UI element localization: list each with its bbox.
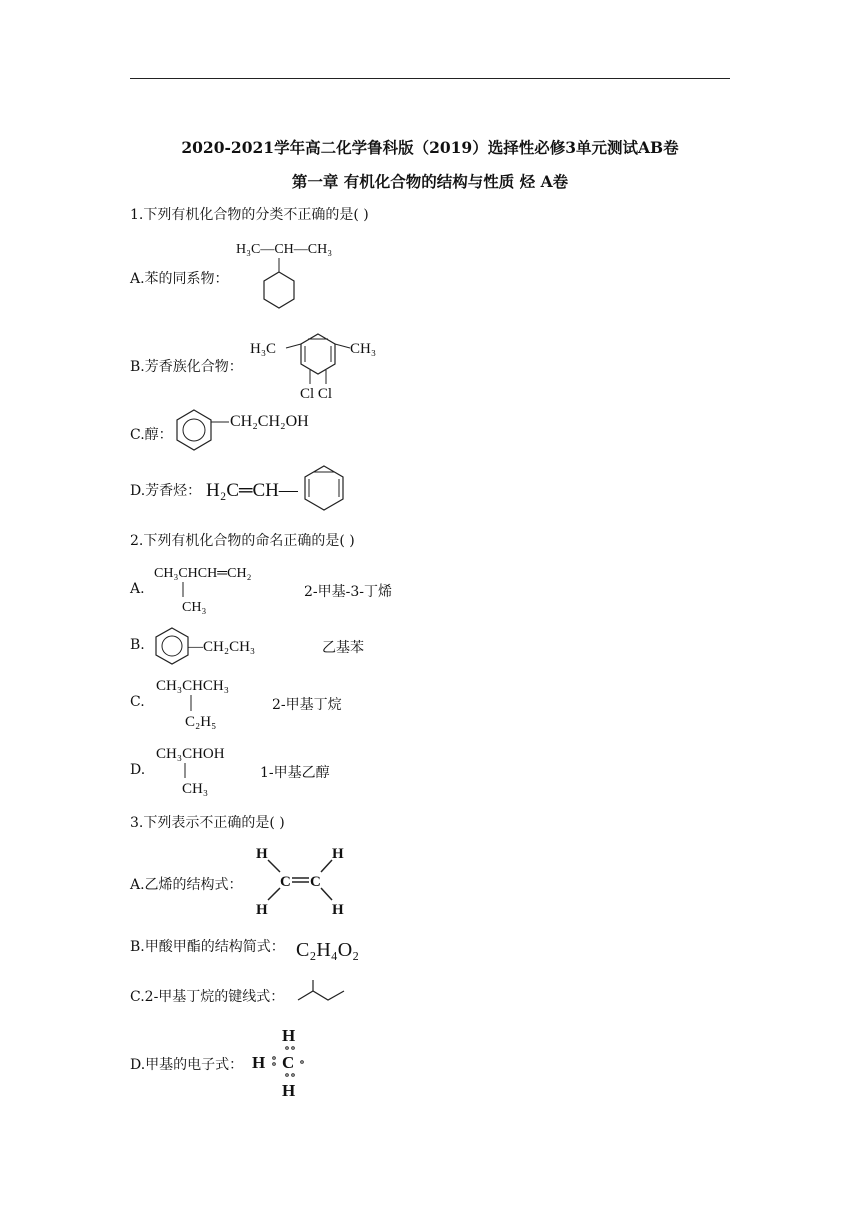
- q2c-chain: CH₃CHCH₃: [156, 678, 229, 694]
- question-2-option-b: B.: [130, 637, 145, 653]
- q3a-c1: C: [280, 874, 291, 890]
- q2a-chain: CH₃CHCH═CH₂: [154, 566, 252, 581]
- q3d-h-left: H: [252, 1053, 266, 1072]
- q1c-structure: [174, 404, 334, 450]
- q2a-branch: CH₃: [182, 600, 207, 615]
- q2c-branch: C₂H₅: [185, 714, 217, 730]
- q3c-skeletal: [296, 978, 352, 1006]
- document-subtitle: 第一章 有机化合物的结构与性质 烃 A卷: [291, 172, 569, 191]
- q3a-c2: C: [310, 874, 321, 890]
- q3d-electron-formula: [250, 1024, 320, 1100]
- q1b-structure: [248, 326, 388, 406]
- q2a-name: 2-甲基-3-丁烯: [304, 584, 393, 600]
- question-3-stem: 3.下列表示不正确的是( ): [130, 815, 285, 831]
- q1a-structure: [232, 238, 342, 308]
- q3b-structure: [294, 932, 374, 966]
- q2d-chain: CH₃CHOH: [156, 746, 225, 762]
- q2d-name: 1-甲基乙醇: [260, 765, 330, 781]
- q2a-structure: [152, 561, 282, 613]
- q3d-carbon: C: [282, 1053, 295, 1072]
- question-3-option-a: A.乙烯的结构式：: [130, 877, 243, 893]
- question-2-stem: 2.下列有机化合物的命名正确的是( ): [130, 533, 355, 549]
- q2d-structure: [154, 741, 254, 797]
- document-title: 2020-2021学年高二化学鲁科版（2019）选择性必修3单元测试AB卷: [181, 138, 679, 157]
- q2c-structure: [154, 673, 254, 729]
- q3b-formula: C₂H₄O₂: [296, 939, 360, 961]
- q1c-chain: CH₂CH₂OH: [230, 413, 309, 430]
- question-2-option-d: D.: [130, 762, 146, 778]
- q1b-left-group: H₃C: [250, 341, 277, 357]
- question-1-option-c: C.醇：: [130, 427, 173, 443]
- question-3-option-d: D.甲基的电子式：: [130, 1057, 244, 1073]
- question-2-option-a: A.: [130, 581, 145, 597]
- q2b-structure: [154, 626, 284, 666]
- q2b-ethyl: —CH₂CH₃: [188, 639, 256, 655]
- q3d-h-top: H: [282, 1026, 296, 1045]
- q3a-h3: H: [256, 902, 268, 918]
- question-3-option-c: C.2-甲基丁烷的键线式：: [130, 989, 285, 1005]
- q2c-name: 2-甲基丁烷: [272, 697, 342, 713]
- q1b-right-group: CH₃: [350, 341, 377, 357]
- question-2-option-c: C.: [130, 694, 145, 710]
- q1d-vinyl: H₂C═CH—: [206, 480, 298, 501]
- q2d-branch: CH₃: [182, 781, 209, 797]
- q3a-structure: [252, 842, 356, 918]
- q1a-formula: H₃C—CH—CH₃: [236, 242, 333, 257]
- q2b-name: 乙基苯: [322, 640, 364, 656]
- question-1-stem: 1.下列有机化合物的分类不正确的是( ): [130, 207, 369, 223]
- question-1-option-a: A.苯的同系物：: [130, 271, 229, 287]
- question-1-option-d: D.芳香烃：: [130, 483, 202, 499]
- q3d-h-bottom: H: [282, 1081, 296, 1100]
- question-3-option-b: B.甲酸甲酯的结构简式：: [130, 939, 285, 955]
- q1b-chlorines: Cl Cl: [300, 386, 333, 402]
- q1d-structure: [204, 462, 354, 514]
- q3a-h2: H: [332, 846, 344, 862]
- q3a-h4: H: [332, 902, 344, 918]
- question-1-option-b: B.芳香族化合物：: [130, 359, 243, 375]
- q3a-h1: H: [256, 846, 268, 862]
- header-rule: [130, 78, 730, 79]
